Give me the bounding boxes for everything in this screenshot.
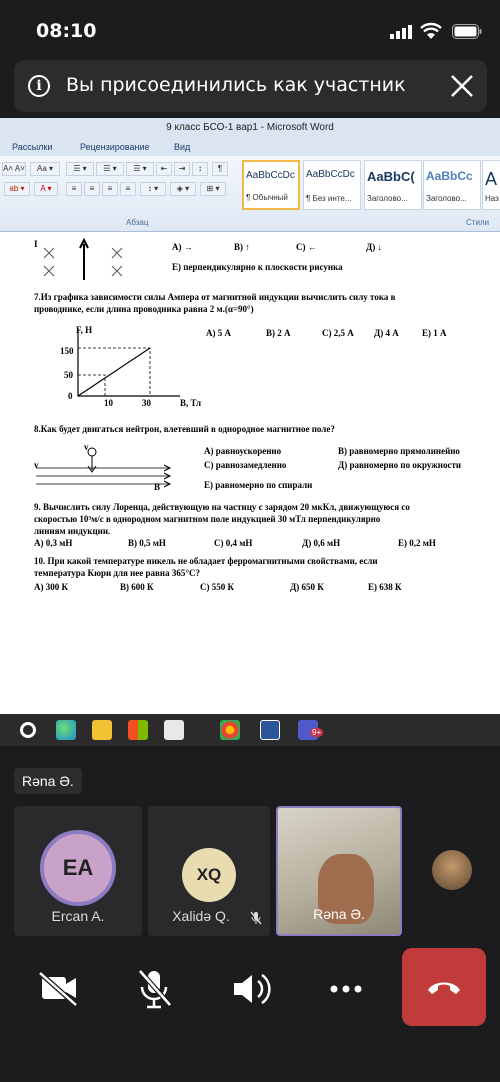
q10-option-b: В) 600 К bbox=[120, 582, 154, 592]
numbering-button[interactable]: ☰ ▾ bbox=[96, 162, 124, 176]
q8-figure-v-label-left: v bbox=[34, 460, 39, 470]
q7-graph-y-tick-0: 0 bbox=[68, 391, 73, 401]
bullets-button[interactable]: ☰ ▾ bbox=[66, 162, 94, 176]
q6-option-d: Д) ↓ bbox=[366, 242, 382, 252]
ribbon bbox=[0, 156, 500, 232]
q7-option-b: В) 2 А bbox=[266, 328, 291, 338]
q9-line-3: линиям индукции. bbox=[34, 526, 111, 536]
tab-mailings[interactable]: Рассылки bbox=[12, 142, 53, 152]
align-right-button[interactable]: ≡ bbox=[102, 182, 118, 196]
taskbar bbox=[0, 714, 500, 746]
q7-graph bbox=[50, 326, 210, 404]
store-icon[interactable] bbox=[128, 720, 148, 740]
q9-line-1: 9. Вычислить силу Лоренца, действующую на частицу с зарядом 20 мкКл, движующуюся со bbox=[34, 502, 410, 512]
decrease-indent-button[interactable]: ⇤ bbox=[156, 162, 172, 176]
banner-text: Вы присоединились как участник bbox=[66, 74, 406, 96]
wifi-icon bbox=[420, 22, 442, 40]
q7-option-c: С) 2,5 А bbox=[322, 328, 354, 338]
q6-option-e: Е) перпендикулярно к плоскости рисунка bbox=[172, 262, 343, 272]
presenter-label: Rəna Ə. bbox=[14, 768, 82, 794]
q7-graph-x-label: B, Тл bbox=[180, 398, 202, 408]
phone-hangup-icon bbox=[424, 972, 464, 1002]
group-label-styles: Стили bbox=[466, 218, 490, 227]
status-bar bbox=[0, 0, 500, 58]
font-color-button[interactable]: A ▾ bbox=[34, 182, 58, 196]
q7-graph-y-label: F, Н bbox=[76, 325, 93, 335]
q6-option-b: B) ↑ bbox=[234, 242, 250, 252]
q9-option-d: Д) 0,6 мН bbox=[302, 538, 341, 548]
increase-indent-button[interactable]: ⇥ bbox=[174, 162, 190, 176]
avatar: EA bbox=[40, 830, 116, 906]
q6-figure bbox=[40, 238, 140, 282]
q7-option-a: А) 5 А bbox=[206, 328, 231, 338]
q9-line-2: скоростью 10³м/с в однородном магнитном поле индукцией 30 мТл перпендикулярно bbox=[34, 514, 381, 524]
style-normal[interactable]: AaBbCcDc ¶ Обычный bbox=[242, 160, 300, 210]
q10-line-1: 10. При какой температуре никель не обладает ферромагнитными свойствами, если bbox=[34, 556, 378, 566]
q8-option-d: Д) равномерно по окружности bbox=[338, 460, 462, 470]
speaker-icon[interactable] bbox=[210, 955, 290, 1023]
sort-button[interactable]: ↕ bbox=[192, 162, 208, 176]
shared-screen bbox=[0, 118, 500, 714]
q8-figure-b-label: B bbox=[154, 482, 161, 492]
q10-option-d: Д) 650 К bbox=[290, 582, 324, 592]
style-no-spacing[interactable]: AaBbCcDc ¶ Без инте... bbox=[303, 160, 361, 210]
q8-line-1: 8.Как будет двигаться нейтрон, влетевший в однородное магнитное поле? bbox=[34, 424, 335, 434]
clear-format-button[interactable]: Aa ▾ bbox=[30, 162, 60, 176]
participant-name: Xalidə Q. bbox=[172, 908, 230, 924]
participant-tile-overflow[interactable] bbox=[408, 806, 500, 936]
align-center-button[interactable]: ≡ bbox=[84, 182, 100, 196]
q7-graph-y-tick-150: 150 bbox=[60, 346, 74, 356]
q10-option-c: С) 550 К bbox=[200, 582, 235, 592]
q8-option-c: С) равнозамедленно bbox=[204, 460, 287, 470]
avatar bbox=[432, 850, 472, 890]
cellular-signal-icon bbox=[390, 25, 414, 39]
app-icon[interactable] bbox=[164, 720, 184, 740]
camera-off-icon[interactable] bbox=[18, 955, 98, 1023]
multilevel-list-button[interactable]: ☰ ▾ bbox=[126, 162, 154, 176]
edge-icon[interactable] bbox=[56, 720, 76, 740]
q10-option-a: А) 300 К bbox=[34, 582, 69, 592]
q9-option-a: А) 0,3 мН bbox=[34, 538, 73, 548]
group-label-paragraph: Абзац bbox=[126, 218, 149, 227]
chrome-icon[interactable] bbox=[220, 720, 240, 740]
close-icon[interactable] bbox=[449, 73, 475, 99]
q9-option-e: Е) 0,2 мН bbox=[398, 538, 436, 548]
q7-graph-y-tick-50: 50 bbox=[64, 370, 73, 380]
tab-view[interactable]: Вид bbox=[174, 142, 191, 152]
participant-tile-ercan[interactable] bbox=[14, 806, 142, 936]
style-heading-2[interactable]: AaBbCc Заголово... bbox=[423, 160, 481, 210]
q8-option-b: В) равномерно прямолинейно bbox=[338, 446, 460, 456]
q7-graph-x-tick-10: 10 bbox=[104, 398, 113, 408]
q9-option-c: С) 0,4 мН bbox=[214, 538, 253, 548]
line-spacing-button[interactable]: ↕ ▾ bbox=[140, 182, 166, 196]
muted-mic-icon bbox=[250, 911, 262, 925]
window-title: 9 класс БСО-1 вар1 - Microsoft Word bbox=[0, 118, 500, 138]
q7-graph-x-tick-30: 30 bbox=[142, 398, 151, 408]
q7-line-1: 7.Из графика зависимости силы Ампера от магнитной индукции вычислить силу тока в bbox=[34, 292, 396, 302]
q6-option-a: A) → bbox=[172, 242, 193, 252]
participant-tile-rena[interactable] bbox=[276, 806, 402, 936]
mic-off-icon[interactable] bbox=[114, 955, 194, 1023]
clock: 08:10 bbox=[36, 20, 97, 42]
q7-option-d: Д) 4 А bbox=[374, 328, 399, 338]
more-options-icon[interactable] bbox=[306, 955, 386, 1023]
style-title[interactable]: A Наз bbox=[482, 160, 500, 210]
q8-figure-v-label: v bbox=[84, 442, 89, 452]
hang-up-button[interactable] bbox=[402, 948, 486, 1026]
tab-review[interactable]: Рецензирование bbox=[80, 142, 150, 152]
q6-option-c: C) ← bbox=[296, 242, 317, 252]
borders-button[interactable]: ⊞ ▾ bbox=[200, 182, 226, 196]
participant-name: Ercan A. bbox=[51, 908, 105, 924]
shading-button[interactable]: ◈ ▾ bbox=[170, 182, 196, 196]
notification-banner bbox=[14, 60, 487, 112]
q7-line-2: проводнике, если длина проводника равна 2 м.(α=90°) bbox=[34, 304, 254, 314]
word-icon[interactable] bbox=[260, 720, 280, 740]
q9-option-b: В) 0,5 мН bbox=[128, 538, 166, 548]
search-icon[interactable] bbox=[20, 722, 36, 738]
battery-icon bbox=[452, 24, 482, 39]
avatar: XQ bbox=[182, 848, 236, 902]
q7-option-e: Е) 1 А bbox=[422, 328, 447, 338]
style-heading-1[interactable]: AaBbC( Заголово... bbox=[364, 160, 422, 210]
highlight-button[interactable]: ab ▾ bbox=[4, 182, 30, 196]
q10-option-e: Е) 638 К bbox=[368, 582, 402, 592]
q10-line-2: температура Кюри для нее равна 365°С? bbox=[34, 568, 200, 578]
participant-name: Rəna Ə. bbox=[313, 906, 365, 922]
participant-tile-xalide[interactable] bbox=[148, 806, 270, 936]
grow-font-button[interactable]: A˄ A˅ bbox=[2, 162, 26, 176]
ribbon-tabs bbox=[0, 138, 500, 156]
align-left-button[interactable]: ≡ bbox=[66, 182, 82, 196]
explorer-icon[interactable] bbox=[92, 720, 112, 740]
justify-button[interactable]: ≡ bbox=[120, 182, 136, 196]
document-page bbox=[0, 232, 500, 714]
info-icon: i bbox=[28, 75, 50, 97]
q6-current-label: I bbox=[34, 239, 38, 249]
teams-badge: 9+ bbox=[312, 728, 322, 737]
show-marks-button[interactable]: ¶ bbox=[212, 162, 228, 176]
q8-option-a: А) равноускоренно bbox=[204, 446, 282, 456]
q8-option-e: Е) равномерно по спирали bbox=[204, 480, 313, 490]
